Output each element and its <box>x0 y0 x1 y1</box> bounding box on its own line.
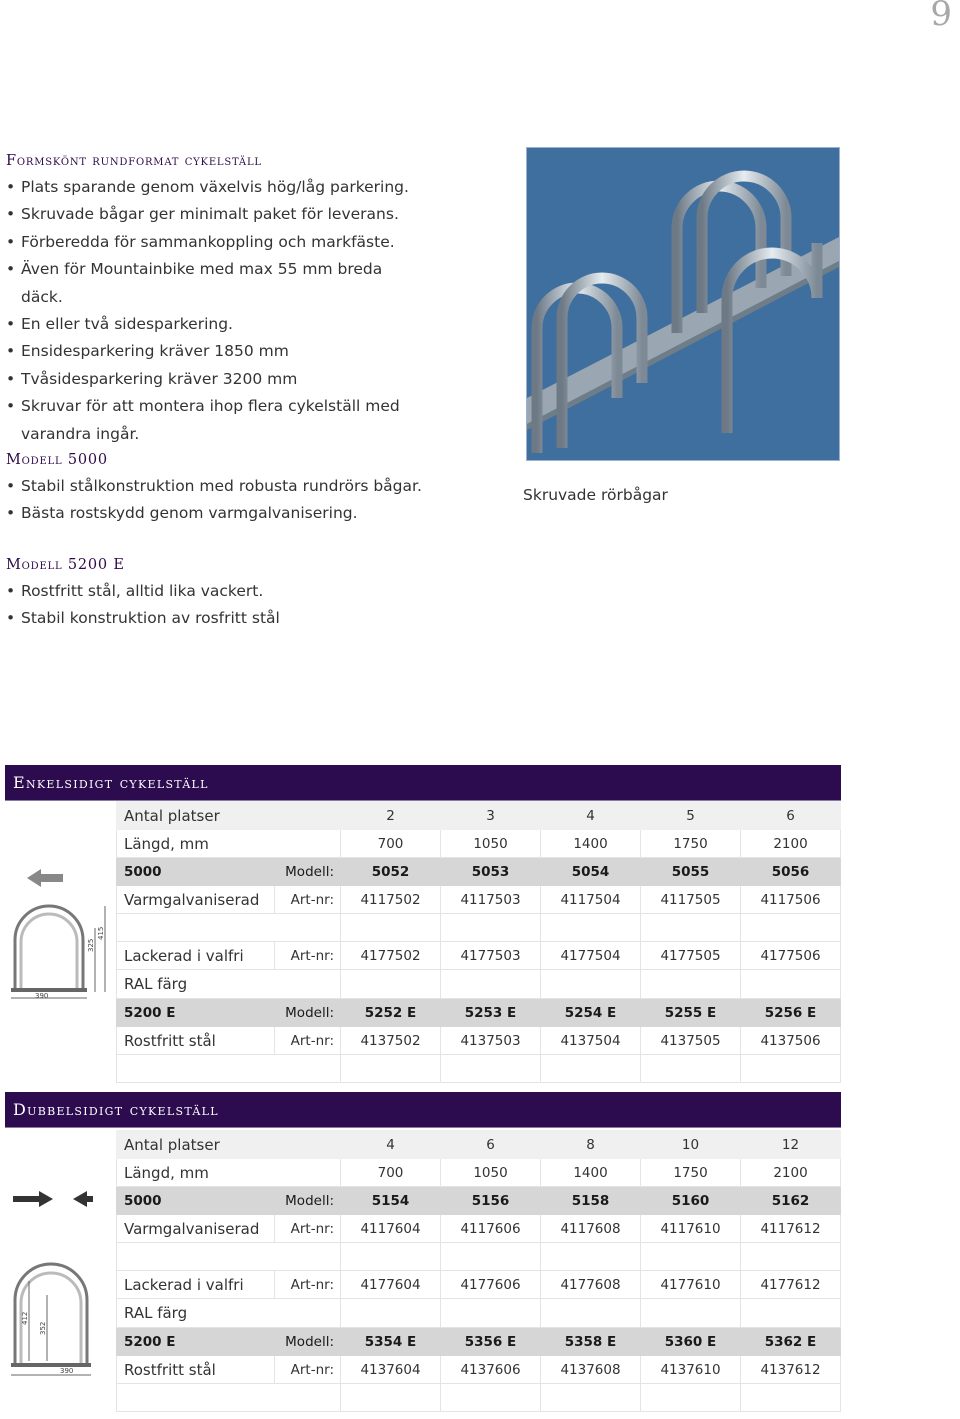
table-row <box>117 1055 841 1083</box>
table-row <box>117 1271 841 1299</box>
bullet: • En eller två sidesparkering. <box>6 311 416 338</box>
row-label: Varmgalvaniserad <box>117 886 275 914</box>
cell: 4137506 <box>741 1027 841 1055</box>
cell: 1050 <box>441 830 541 858</box>
row-label: RAL färg <box>117 1299 341 1328</box>
cell: 4137604 <box>341 1356 441 1384</box>
table-row <box>117 1187 841 1215</box>
table-row <box>117 1215 841 1243</box>
table-row <box>117 942 841 970</box>
table-row <box>117 1384 841 1412</box>
cell: 1050 <box>441 1159 541 1187</box>
table-row <box>117 1027 841 1055</box>
table-row <box>117 914 841 942</box>
cell: 5158 <box>541 1187 641 1215</box>
row-label: Antal platser <box>117 1131 341 1159</box>
row-label: Lackerad i valfri <box>117 1271 275 1299</box>
cell: 8 <box>541 1131 641 1159</box>
cell: 4177604 <box>341 1271 441 1299</box>
cell: Art-nr: <box>275 1271 341 1299</box>
bullet: • Förberedda för sammankoppling och markfäste. <box>6 229 416 256</box>
cell: 4137606 <box>441 1356 541 1384</box>
cell: 4177612 <box>741 1271 841 1299</box>
bullet: • Stabil konstruktion av rosfritt stål <box>6 605 486 632</box>
cell: 5254 E <box>541 999 641 1027</box>
cell: 4137608 <box>541 1356 641 1384</box>
cell: 5354 E <box>341 1328 441 1356</box>
cell: 4117608 <box>541 1215 641 1243</box>
table-row <box>117 1328 841 1356</box>
row-label: Lackerad i valfri <box>117 942 275 970</box>
modell-5000-title: Modell 5000 <box>6 452 108 468</box>
cell: Modell: <box>275 858 341 886</box>
cell: 4 <box>341 1131 441 1159</box>
cell: 6 <box>441 1131 541 1159</box>
cell: 700 <box>341 830 441 858</box>
cell: 5053 <box>441 858 541 886</box>
bullet: • Ensidesparkering kräver 1850 mm <box>6 338 416 365</box>
cell: 3 <box>441 802 541 830</box>
bullet: • Bästa rostskydd genom varmgalvanisering. <box>6 500 486 527</box>
cell: Art-nr: <box>275 1356 341 1384</box>
table-row <box>117 886 841 914</box>
cell: 4177502 <box>341 942 441 970</box>
dim-h1: 325 <box>87 938 95 952</box>
double-arrow-icon <box>13 1191 93 1207</box>
cell: 4137505 <box>641 1027 741 1055</box>
dim-h2: 412 <box>21 1311 29 1325</box>
cell: 4177610 <box>641 1271 741 1299</box>
cell: 4 <box>541 802 641 830</box>
table-row <box>117 970 841 999</box>
cell: 1750 <box>641 1159 741 1187</box>
row-label: Antal platser <box>117 802 341 830</box>
intro-title: Formskönt rundformat cykelställ <box>6 153 262 169</box>
cell: 4117606 <box>441 1215 541 1243</box>
cell: 5255 E <box>641 999 741 1027</box>
cell: 4137503 <box>441 1027 541 1055</box>
cell: 4177608 <box>541 1271 641 1299</box>
modell-5200-bullets <box>6 578 486 633</box>
cell: 4117604 <box>341 1215 441 1243</box>
table-row <box>117 1299 841 1328</box>
table-row <box>117 858 841 886</box>
cell: 5256 E <box>741 999 841 1027</box>
cell: 4117506 <box>741 886 841 914</box>
cell: 5054 <box>541 858 641 886</box>
table-row <box>117 802 841 830</box>
modell-5000-bullets <box>6 473 486 528</box>
cell: 5 <box>641 802 741 830</box>
row-label: 5000 <box>117 858 275 886</box>
cell: 4137504 <box>541 1027 641 1055</box>
bullet: • Skruvade bågar ger minimalt paket för leverans. <box>6 201 416 228</box>
table-row <box>117 1159 841 1187</box>
bullet: • Stabil stålkonstruktion med robusta rundrörs bågar. <box>6 473 486 500</box>
cell: 4177503 <box>441 942 541 970</box>
table-row <box>117 1356 841 1384</box>
cell: 5252 E <box>341 999 441 1027</box>
cell: 4117503 <box>441 886 541 914</box>
row-label: 5200 E <box>117 1328 275 1356</box>
cell: Modell: <box>275 999 341 1027</box>
cell: 5055 <box>641 858 741 886</box>
cell: 1400 <box>541 830 641 858</box>
cell: 700 <box>341 1159 441 1187</box>
bike-rack-illustration <box>527 148 840 461</box>
bullet: • Plats sparande genom växelvis hög/låg parkering. <box>6 174 416 201</box>
cell: 4137502 <box>341 1027 441 1055</box>
cell: 5358 E <box>541 1328 641 1356</box>
bullet: • Rostfritt stål, alltid lika vackert. <box>6 578 486 605</box>
modell-5200-title: Modell 5200 E <box>6 557 125 573</box>
row-label: RAL färg <box>117 970 341 999</box>
cell: 4177606 <box>441 1271 541 1299</box>
cell: Modell: <box>275 1328 341 1356</box>
dim-width: 390 <box>35 992 49 1000</box>
cell: 2100 <box>741 830 841 858</box>
cell: 5362 E <box>741 1328 841 1356</box>
dim-width: 390 <box>60 1367 74 1375</box>
cell: 2100 <box>741 1159 841 1187</box>
cell: 5156 <box>441 1187 541 1215</box>
cell: 5360 E <box>641 1328 741 1356</box>
cell: Art-nr: <box>275 1027 341 1055</box>
row-label: 5000 <box>117 1187 275 1215</box>
cell: Modell: <box>275 1187 341 1215</box>
cell: 5160 <box>641 1187 741 1215</box>
cell: 4177506 <box>741 942 841 970</box>
dubbelsidigt-band: Dubbelsidigt cykelställ <box>5 1092 841 1128</box>
dim-h1: 352 <box>39 1321 47 1335</box>
cell: 4117502 <box>341 886 441 914</box>
row-label: 5200 E <box>117 999 275 1027</box>
cell: 5253 E <box>441 999 541 1027</box>
cell: 1750 <box>641 830 741 858</box>
product-photo <box>526 147 840 461</box>
cell: 2 <box>341 802 441 830</box>
cell: 6 <box>741 802 841 830</box>
dim-h2: 415 <box>97 926 105 940</box>
table-row <box>117 1243 841 1271</box>
single-rack-diagram <box>5 860 115 1005</box>
row-label: Längd, mm <box>117 1159 341 1187</box>
page-number: 9 <box>930 0 952 34</box>
cell: Art-nr: <box>275 1215 341 1243</box>
cell: 10 <box>641 1131 741 1159</box>
bullet: • Även för Mountainbike med max 55 mm breda däck. <box>6 256 416 311</box>
cell: 4117612 <box>741 1215 841 1243</box>
row-label: Rostfritt stål <box>117 1027 275 1055</box>
cell: 1400 <box>541 1159 641 1187</box>
cell: 4177504 <box>541 942 641 970</box>
cell: 5162 <box>741 1187 841 1215</box>
enkelsidigt-band: Enkelsidigt cykelställ <box>5 765 841 801</box>
cell: 4117610 <box>641 1215 741 1243</box>
row-label: Varmgalvaniserad <box>117 1215 275 1243</box>
cell: 12 <box>741 1131 841 1159</box>
dubbelsidigt-table <box>116 1130 841 1412</box>
cell: 4137612 <box>741 1356 841 1384</box>
intro-bullets <box>6 174 416 448</box>
cell: 4177505 <box>641 942 741 970</box>
table-row <box>117 999 841 1027</box>
cell: 5356 E <box>441 1328 541 1356</box>
cell: Art-nr: <box>275 886 341 914</box>
bullet: • Tvåsidesparkering kräver 3200 mm <box>6 366 416 393</box>
table-row <box>117 830 841 858</box>
cell: 5056 <box>741 858 841 886</box>
row-label: Längd, mm <box>117 830 341 858</box>
bullet: • Skruvar för att montera ihop flera cykelställ med varandra ingår. <box>6 393 416 448</box>
enkelsidigt-table <box>116 801 841 1083</box>
arrow-left-icon <box>27 869 63 887</box>
cell: 4137610 <box>641 1356 741 1384</box>
photo-caption: Skruvade rörbågar <box>523 486 668 504</box>
row-label: Rostfritt stål <box>117 1356 275 1384</box>
cell: 5154 <box>341 1187 441 1215</box>
table-row <box>117 1131 841 1159</box>
cell: 4117505 <box>641 886 741 914</box>
cell: Art-nr: <box>275 942 341 970</box>
double-rack-diagram <box>5 1185 115 1385</box>
cell: 4117504 <box>541 886 641 914</box>
cell: 5052 <box>341 858 441 886</box>
